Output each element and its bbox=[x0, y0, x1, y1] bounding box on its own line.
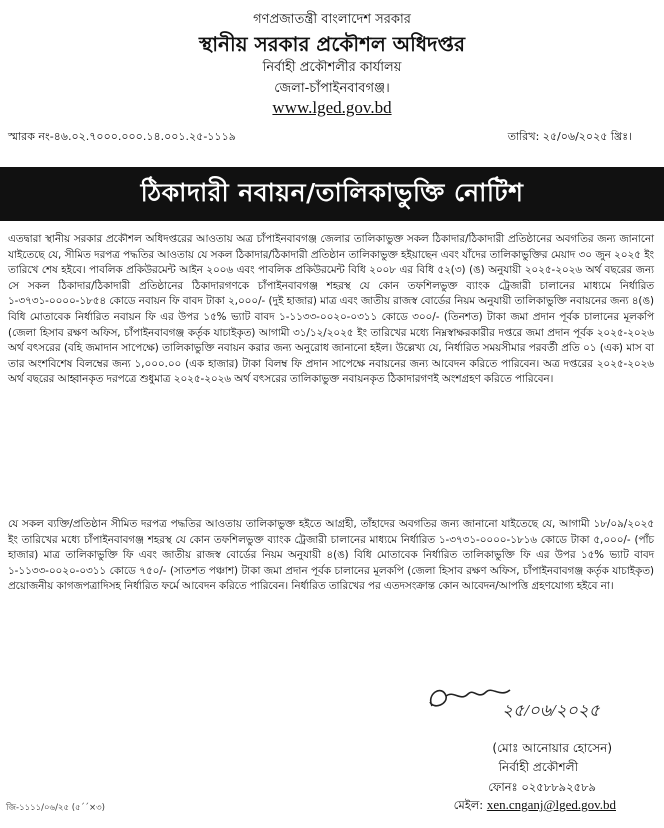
notice-paragraph-renewal: এতদ্বারা স্থানীয় সরকার প্রকৌশল অধিদপ্তরের আওতায় অত্র চাঁপাইনবাবগঞ্জ জেলার তালিকাভুক্ত সকল ঠিকাদার/ঠিকাদারী প্রতিষ্ঠানের অবগতির জন্য জানানো যাইতেছে যে, সীমিত দরপত্র পদ্ধতির আওতায় যে সকল ঠিকাদার/ঠিকাদারী প্রতিষ্ঠান তালিকাভুক্ত হইয়াছেন এবং যাঁদের তালিকাভুক্তির মেয়াদ ৩০ জুন ২০২৫ ইং তারিখে শেষ হইবে। পাবলিক প্রকিউরমেন্ট আইন ২০০৬ এবং পাবলিক প্রকিউরমেন্ট বিধি ২০০৮ এর বিধি ৫২(৩) (ঙ) অনুযায়ী ২০২৫-২০২৬ অর্থ বছরের জন্য সে সকল ঠিকাদার/ঠিকাদারী প্রতিষ্ঠানের ঠিকাদারগণকে চাঁপাইনবাবগঞ্জ শহরস্থ যে কোন তফশিলভুক্ত ব্যাংক ট্রেজারী চালানের মাধ্যমে নির্ধারিত ১-৩৭৩১-০০০০-১৮৫৪ কোডে নবায়ন ফি বাবদ টাকা ২,০০০/- (দুই হাজার) মাত্র এবং জাতীয় রাজস্ব বোর্ডের নিয়ম অনুযায়ী তালিকাভুক্তি নবায়নের জন্য ৪(ঙ) বিধি মোতাবেক নির্ধারিত নবায়ন ফি এর উপর ১৫% ভ্যাট বাবদ ১-১১৩৩-০০২০-০৩১১ কোডে ৩০০/- (তিনশত) টাকা জমা প্রদান পূর্বক চালানের মূলকপি (জেলা হিসাব রক্ষণ অফিস, চাঁপাইনবাবগঞ্জ কর্তৃক যাচাইকৃত) আগামী ৩১/১২/২০২৫ ইং তারিখের মধ্যে নিম্নস্বাক্ষরকারীর দপ্তরে জমা প্রদান পূর্বক ২০২৫-২০২৬ অর্থ বৎসরের (বহি জমাদান সাপেক্ষে) তালিকাভুক্তি নবায়ন করার জন্য অনুরোধ জানানো হইল। উল্লেখ্য যে, নির্ধারিত সময়সীমার পরবর্তী প্রতি ০১ (এক) মাস বা তার অংশবিশেষ বিলম্বের জন্য ১,০০০.০০ (এক হাজার) টাকা বিলম্ব ফি প্রদান সাপেক্ষে নবায়নের জন্য আবেদন করিতে পারিবেন। অত্র দপ্তরের ২০২৫-২০২৬ অর্থ বছরের আহ্বানকৃত দরপত্রে শুধুমাত্র ২০২৫-২০২৬ অর্থ বৎসরের তালিকাভুক্ত নবায়নকৃত ঠিকাদারগণই অংশগ্রহণ করিতে পারিবেন। bbox=[8, 233, 654, 386]
email-label: মেইল: bbox=[453, 798, 484, 812]
signatory-designation: নির্বাহী প্রকৌশলী bbox=[498, 760, 578, 774]
signature-date: ২৫/০৬/২০২৫ bbox=[502, 701, 600, 720]
notice-title-banner bbox=[0, 167, 664, 221]
signatory-phone: ফোনঃ ০২৫৮৮৯২৫৮৯ bbox=[488, 780, 596, 794]
memo-date: তারিখ: ২৫/০৬/২০২৫ খ্রিঃ। bbox=[507, 130, 632, 143]
department-name: স্থানীয় সরকার প্রকৌশল অধিদপ্তর bbox=[199, 32, 465, 56]
office-name: নির্বাহী প্রকৌশলীর কার্যালয় bbox=[262, 60, 402, 75]
signatory-name: (মোঃ আনোয়ার হোসেন) bbox=[492, 741, 612, 755]
email-link[interactable]: xen.cnganj@lged.gov.bd bbox=[486, 797, 616, 812]
memo-number: স্মারক নং-৪৬.০২.৭০০০.০০০.১৪.০০১.২৫-১১১৯ bbox=[8, 130, 236, 143]
handwritten-signature bbox=[420, 676, 610, 720]
notice-paragraph-enlistment: যে সকল ব্যক্তি/প্রতিষ্ঠান সীমিত দরপত্র পদ্ধতির আওতায় তালিকাভুক্ত হইতে আগ্রহী, তাঁহাদের অবগতির জন্য জানানো যাইতেছে যে, আগামী ১৮/০৯/২০২৫ ইং তারিখের মধ্যে চাঁপাইনবাবগঞ্জ শহরস্থ যে কোন তফশিলভুক্ত ব্যাংক ট্রেজারী চালানের মাধ্যমে নির্ধারিত ১-৩৭৩১-০০০০-১৮১৬ কোডে টাকা ৫,০০০/- (পাঁচ হাজার) মাত্র তালিকাভুক্তি ফি এবং জাতীয় রাজস্ব বোর্ডের নিয়ম অনুযায়ী ৪(ঙ) বিধি মোতাবেক নির্ধারিত তালিকাভুক্তি ফি এর উপর ১৫% ভ্যাট বাবদ ১-১১৩৩-০০২০-০৩১১ কোডে ৭৫০/- (সাতশত পঞ্চাশ) টাকা জমা প্রদান পূর্বক চালানের মূলকপি (জেলা হিসাব রক্ষণ অফিস, চাঁপাইনবাবগঞ্জ কর্তৃক যাচাইকৃত) প্রয়োজনীয় কাগজপত্রাদিসহ নির্ধারিত ফর্মে আবেদন করিতে পারিবেন। নির্ধারিত তারিখের পর এতদসংক্রান্ত কোন আবেদন/আপত্তি গ্রহণযোগ্য হইবে না। bbox=[8, 518, 654, 593]
print-code: জি-১১১১/০৬/২৫ (৫´´×৩) bbox=[6, 803, 105, 813]
notice-title: ঠিকাদারী নবায়ন/তালিকাভুক্তি নোটিশ bbox=[140, 177, 524, 207]
government-name: গণপ্রজাতন্ত্রী বাংলাদেশ সরকার bbox=[253, 12, 411, 27]
district-name: জেলা-চাঁপাইনবাবগঞ্জ। bbox=[274, 81, 390, 96]
website-link[interactable]: www.lged.gov.bd bbox=[272, 98, 392, 117]
signatory-email-line bbox=[454, 797, 616, 816]
